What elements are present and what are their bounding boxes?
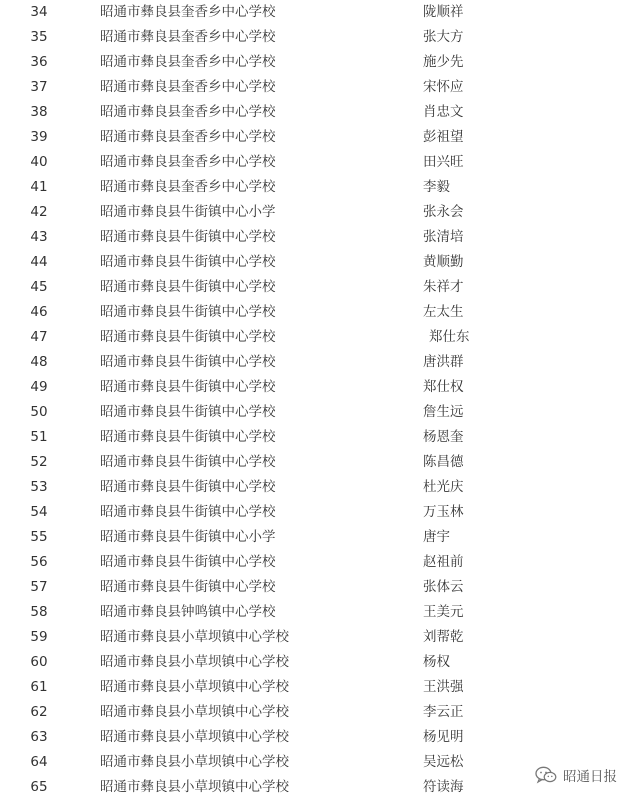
table-row — [0, 650, 635, 675]
table-row — [0, 600, 635, 625]
table-row — [0, 725, 635, 750]
table-row — [0, 575, 635, 600]
person-name: 杜光庆 — [423, 479, 464, 495]
school-name: 昭通市彝良县奎香乡中心学校 — [100, 29, 276, 45]
school-name: 昭通市彝良县小草坝镇中心学校 — [100, 654, 289, 670]
school-name: 昭通市彝良县牛街镇中心学校 — [100, 579, 276, 595]
table-row — [0, 550, 635, 575]
person-name: 吴远松 — [423, 754, 464, 770]
table-row — [0, 175, 635, 200]
table-row — [0, 675, 635, 700]
school-name: 昭通市彝良县小草坝镇中心学校 — [100, 779, 289, 795]
school-name: 昭通市彝良县牛街镇中心学校 — [100, 304, 276, 320]
person-name: 张体云 — [423, 579, 464, 595]
table-row — [0, 525, 635, 550]
person-name: 李云正 — [423, 704, 464, 720]
person-name: 张清培 — [423, 229, 464, 245]
row-number: 64 — [30, 754, 48, 770]
person-name: 唐洪群 — [423, 354, 464, 370]
table-row — [0, 475, 635, 500]
wechat-icon — [535, 766, 557, 784]
person-name: 唐宇 — [423, 529, 450, 545]
person-name: 杨见明 — [423, 729, 464, 745]
school-name: 昭通市彝良县奎香乡中心学校 — [100, 54, 276, 70]
person-name: 朱祥才 — [423, 279, 464, 295]
watermark-label: 昭通日报 — [563, 769, 617, 785]
row-number: 65 — [30, 779, 48, 795]
row-number: 36 — [30, 54, 48, 70]
person-name: 杨恩奎 — [423, 429, 464, 445]
person-name: 陈昌德 — [423, 454, 464, 470]
row-number: 60 — [30, 654, 48, 670]
school-name: 昭通市彝良县小草坝镇中心学校 — [100, 729, 289, 745]
row-number: 47 — [30, 329, 48, 345]
table-row — [0, 450, 635, 475]
person-name: 郑仕东 — [429, 329, 470, 345]
school-name: 昭通市彝良县牛街镇中心学校 — [100, 329, 276, 345]
person-name: 张永会 — [423, 204, 464, 220]
school-name: 昭通市彝良县奎香乡中心学校 — [100, 129, 276, 145]
row-number: 63 — [30, 729, 48, 745]
row-number: 57 — [30, 579, 48, 595]
person-name: 符读海 — [423, 779, 464, 795]
table-row — [0, 25, 635, 50]
table-row — [0, 100, 635, 125]
school-name: 昭通市彝良县钟鸣镇中心学校 — [100, 604, 276, 620]
table-row — [0, 375, 635, 400]
row-number: 53 — [30, 479, 48, 495]
row-number: 37 — [30, 79, 48, 95]
person-name: 赵祖前 — [423, 554, 464, 570]
person-name: 王洪强 — [423, 679, 464, 695]
person-name: 万玉林 — [423, 504, 464, 520]
table-row — [0, 125, 635, 150]
person-name: 陇顺祥 — [423, 4, 464, 20]
person-name: 张大方 — [423, 29, 464, 45]
person-name: 施少先 — [423, 54, 464, 70]
table-row — [0, 250, 635, 275]
person-name: 王美元 — [423, 604, 464, 620]
person-name: 李毅 — [423, 179, 450, 195]
school-name: 昭通市彝良县牛街镇中心学校 — [100, 454, 276, 470]
table-row — [0, 500, 635, 525]
person-name: 黄顺勤 — [423, 254, 464, 270]
person-name: 郑仕权 — [423, 379, 464, 395]
table-row — [0, 0, 635, 25]
person-name: 彭祖望 — [423, 129, 464, 145]
row-number: 35 — [30, 29, 48, 45]
table-row — [0, 50, 635, 75]
row-number: 48 — [30, 354, 48, 370]
school-name: 昭通市彝良县小草坝镇中心学校 — [100, 754, 289, 770]
school-name: 昭通市彝良县奎香乡中心学校 — [100, 79, 276, 95]
person-name: 杨权 — [423, 654, 450, 670]
row-number: 39 — [30, 129, 48, 145]
school-name: 昭通市彝良县牛街镇中心小学 — [100, 529, 276, 545]
school-name: 昭通市彝良县牛街镇中心学校 — [100, 279, 276, 295]
table-row — [0, 400, 635, 425]
table-row — [0, 325, 635, 350]
table-row — [0, 625, 635, 650]
row-number: 38 — [30, 104, 48, 120]
school-name: 昭通市彝良县牛街镇中心小学 — [100, 204, 276, 220]
school-name: 昭通市彝良县牛街镇中心学校 — [100, 254, 276, 270]
row-number: 45 — [30, 279, 48, 295]
person-name: 詹生远 — [423, 404, 464, 420]
school-name: 昭通市彝良县牛街镇中心学校 — [100, 504, 276, 520]
person-name: 宋怀应 — [423, 79, 464, 95]
row-number: 50 — [30, 404, 48, 420]
row-number: 49 — [30, 379, 48, 395]
row-number: 43 — [30, 229, 48, 245]
person-name: 田兴旺 — [423, 154, 464, 170]
row-number: 61 — [30, 679, 48, 695]
row-number: 55 — [30, 529, 48, 545]
row-number: 58 — [30, 604, 48, 620]
person-name: 左太生 — [423, 304, 464, 320]
school-name: 昭通市彝良县小草坝镇中心学校 — [100, 704, 289, 720]
person-name: 刘帮乾 — [423, 629, 464, 645]
row-number: 51 — [30, 429, 48, 445]
row-number: 56 — [30, 554, 48, 570]
row-number: 52 — [30, 454, 48, 470]
row-number: 54 — [30, 504, 48, 520]
row-number: 41 — [30, 179, 48, 195]
row-number: 59 — [30, 629, 48, 645]
school-name: 昭通市彝良县小草坝镇中心学校 — [100, 679, 289, 695]
school-name: 昭通市彝良县奎香乡中心学校 — [100, 104, 276, 120]
person-name: 肖忠文 — [423, 104, 464, 120]
row-number: 44 — [30, 254, 48, 270]
school-name: 昭通市彝良县牛街镇中心学校 — [100, 354, 276, 370]
table-row — [0, 225, 635, 250]
school-name: 昭通市彝良县牛街镇中心学校 — [100, 404, 276, 420]
school-name: 昭通市彝良县奎香乡中心学校 — [100, 4, 276, 20]
table-row — [0, 700, 635, 725]
table-row — [0, 300, 635, 325]
row-number: 42 — [30, 204, 48, 220]
table-row — [0, 200, 635, 225]
row-number: 34 — [30, 4, 48, 20]
school-name: 昭通市彝良县牛街镇中心学校 — [100, 479, 276, 495]
school-name: 昭通市彝良县牛街镇中心学校 — [100, 429, 276, 445]
table-row — [0, 275, 635, 300]
row-number: 40 — [30, 154, 48, 170]
table-row — [0, 75, 635, 100]
school-name: 昭通市彝良县奎香乡中心学校 — [100, 179, 276, 195]
watermark — [535, 765, 617, 785]
row-number: 46 — [30, 304, 48, 320]
school-name: 昭通市彝良县牛街镇中心学校 — [100, 229, 276, 245]
school-name: 昭通市彝良县牛街镇中心学校 — [100, 379, 276, 395]
table-row — [0, 425, 635, 450]
table-row — [0, 150, 635, 175]
school-name: 昭通市彝良县小草坝镇中心学校 — [100, 629, 289, 645]
school-name: 昭通市彝良县牛街镇中心学校 — [100, 554, 276, 570]
table-row — [0, 350, 635, 375]
row-number: 62 — [30, 704, 48, 720]
school-name: 昭通市彝良县奎香乡中心学校 — [100, 154, 276, 170]
